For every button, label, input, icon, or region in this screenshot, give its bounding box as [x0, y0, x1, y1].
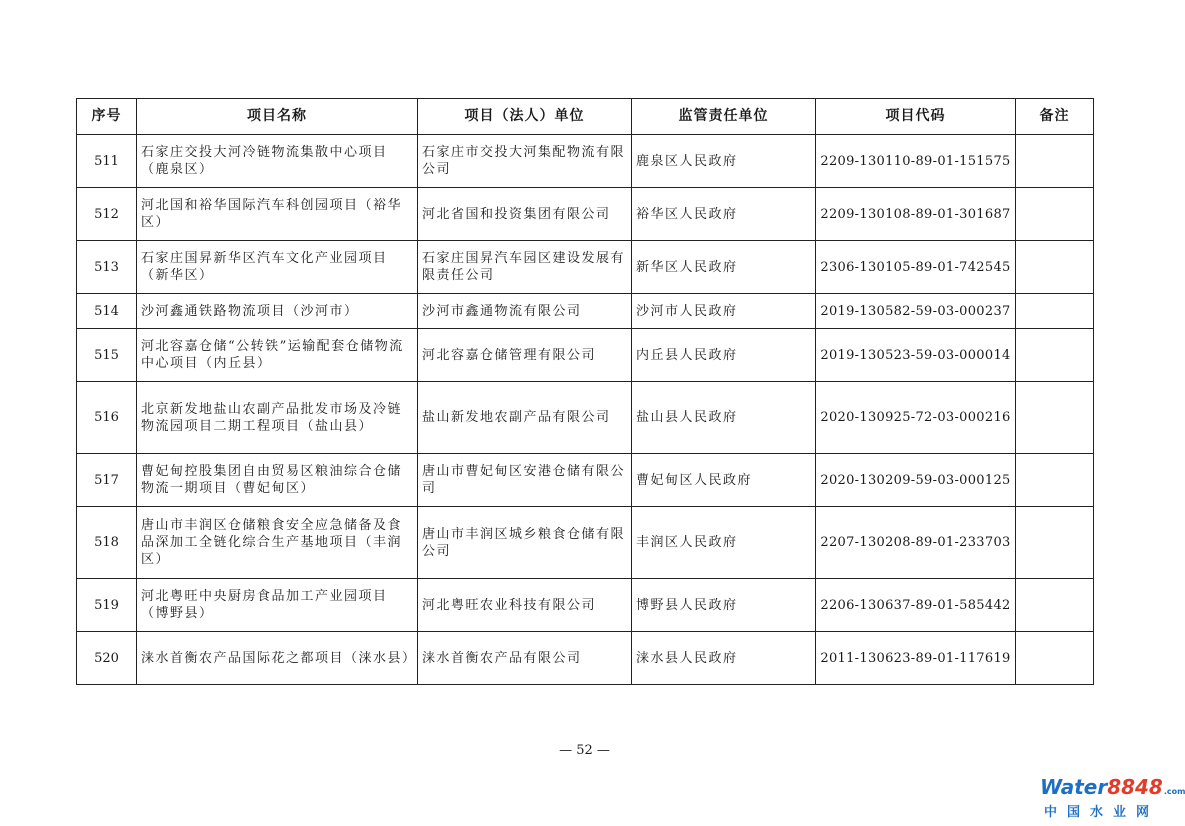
row-supervisor: 丰润区人民政府 [632, 507, 816, 579]
table-header-row [77, 99, 1094, 135]
row-project-code: 2209-130110-89-01-151575 [816, 135, 1016, 188]
header-code: 项目代码 [816, 99, 1016, 135]
row-project-code: 2019-130582-59-03-000237 [816, 294, 1016, 329]
row-project-name: 沙河鑫通铁路物流项目（沙河市） [137, 294, 418, 329]
logo-brand-c: .com [1163, 787, 1185, 796]
table-row [77, 188, 1094, 241]
row-note [1016, 454, 1094, 507]
row-supervisor: 沙河市人民政府 [632, 294, 816, 329]
row-legal-unit: 唐山市曹妃甸区安港仓储有限公司 [418, 454, 632, 507]
row-project-code: 2020-130925-72-03-000216 [816, 382, 1016, 454]
row-project-name: 河北容嘉仓储“公转铁”运输配套仓储物流中心项目（内丘县） [137, 329, 418, 382]
row-legal-unit: 涞水首衡农产品有限公司 [418, 632, 632, 685]
row-note [1016, 632, 1094, 685]
row-project-code: 2206-130637-89-01-585442 [816, 579, 1016, 632]
header-note: 备注 [1016, 99, 1094, 135]
row-note [1016, 329, 1094, 382]
table-row [77, 241, 1094, 294]
logo-subtitle: 中国水业网 [1044, 805, 1160, 820]
table-row [77, 507, 1094, 579]
row-supervisor: 曹妃甸区人民政府 [632, 454, 816, 507]
table-row [77, 579, 1094, 632]
row-supervisor: 盐山县人民政府 [632, 382, 816, 454]
row-num: 519 [77, 579, 137, 632]
logo-brand-a: Water [1040, 775, 1108, 799]
row-legal-unit: 石家庄市交投大河集配物流有限公司 [418, 135, 632, 188]
row-supervisor: 裕华区人民政府 [632, 188, 816, 241]
row-project-name: 涞水首衡农产品国际花之都项目（涞水县） [137, 632, 418, 685]
row-project-code: 2207-130208-89-01-233703 [816, 507, 1016, 579]
page-number: — 52 — [559, 743, 610, 758]
row-project-name: 唐山市丰润区仓储粮食安全应急储备及食品深加工全链化综合生产基地项目（丰润区） [137, 507, 418, 579]
row-supervisor: 内丘县人民政府 [632, 329, 816, 382]
header-unit: 项目（法人）单位 [418, 99, 632, 135]
header-name: 项目名称 [137, 99, 418, 135]
row-project-code: 2011-130623-89-01-117619 [816, 632, 1016, 685]
row-project-name: 河北国和裕华国际汽车科创园项目（裕华区） [137, 188, 418, 241]
table-row [77, 382, 1094, 454]
row-supervisor: 博野县人民政府 [632, 579, 816, 632]
row-num: 520 [77, 632, 137, 685]
logo-brand-b: 8848 [1107, 775, 1163, 799]
row-supervisor: 鹿泉区人民政府 [632, 135, 816, 188]
row-supervisor: 涞水县人民政府 [632, 632, 816, 685]
row-project-code: 2019-130523-59-03-000014 [816, 329, 1016, 382]
row-project-name: 河北粤旺中央厨房食品加工产业园项目（博野县） [137, 579, 418, 632]
row-project-name: 曹妃甸控股集团自由贸易区粮油综合仓储物流一期项目（曹妃甸区） [137, 454, 418, 507]
row-project-code: 2306-130105-89-01-742545 [816, 241, 1016, 294]
row-note [1016, 135, 1094, 188]
header-num: 序号 [77, 99, 137, 135]
row-project-name: 北京新发地盐山农副产品批发市场及冷链物流园项目二期工程项目（盐山县） [137, 382, 418, 454]
row-num: 518 [77, 507, 137, 579]
table-row [77, 294, 1094, 329]
row-num: 513 [77, 241, 137, 294]
row-legal-unit: 盐山新发地农副产品有限公司 [418, 382, 632, 454]
row-num: 516 [77, 382, 137, 454]
row-note [1016, 579, 1094, 632]
row-note [1016, 382, 1094, 454]
site-watermark-logo [1040, 775, 1185, 821]
logo-wordmark [1040, 775, 1185, 799]
row-num: 517 [77, 454, 137, 507]
table-row [77, 454, 1094, 507]
table-row [77, 632, 1094, 685]
row-supervisor: 新华区人民政府 [632, 241, 816, 294]
row-project-code: 2020-130209-59-03-000125 [816, 454, 1016, 507]
row-note [1016, 294, 1094, 329]
table-row [77, 329, 1094, 382]
row-legal-unit: 河北粤旺农业科技有限公司 [418, 579, 632, 632]
row-project-name: 石家庄国昇新华区汽车文化产业园项目（新华区） [137, 241, 418, 294]
projects-table [76, 98, 1094, 685]
table-row [77, 135, 1094, 188]
row-note [1016, 241, 1094, 294]
row-note [1016, 188, 1094, 241]
row-legal-unit: 石家庄国昇汽车园区建设发展有限责任公司 [418, 241, 632, 294]
row-legal-unit: 河北省国和投资集团有限公司 [418, 188, 632, 241]
header-gov: 监管责任单位 [632, 99, 816, 135]
row-project-code: 2209-130108-89-01-301687 [816, 188, 1016, 241]
row-num: 514 [77, 294, 137, 329]
row-legal-unit: 河北容嘉仓储管理有限公司 [418, 329, 632, 382]
row-legal-unit: 沙河市鑫通物流有限公司 [418, 294, 632, 329]
row-note [1016, 507, 1094, 579]
row-num: 512 [77, 188, 137, 241]
row-project-name: 石家庄交投大河冷链物流集散中心项目（鹿泉区） [137, 135, 418, 188]
row-legal-unit: 唐山市丰润区城乡粮食仓储有限公司 [418, 507, 632, 579]
row-num: 511 [77, 135, 137, 188]
row-num: 515 [77, 329, 137, 382]
